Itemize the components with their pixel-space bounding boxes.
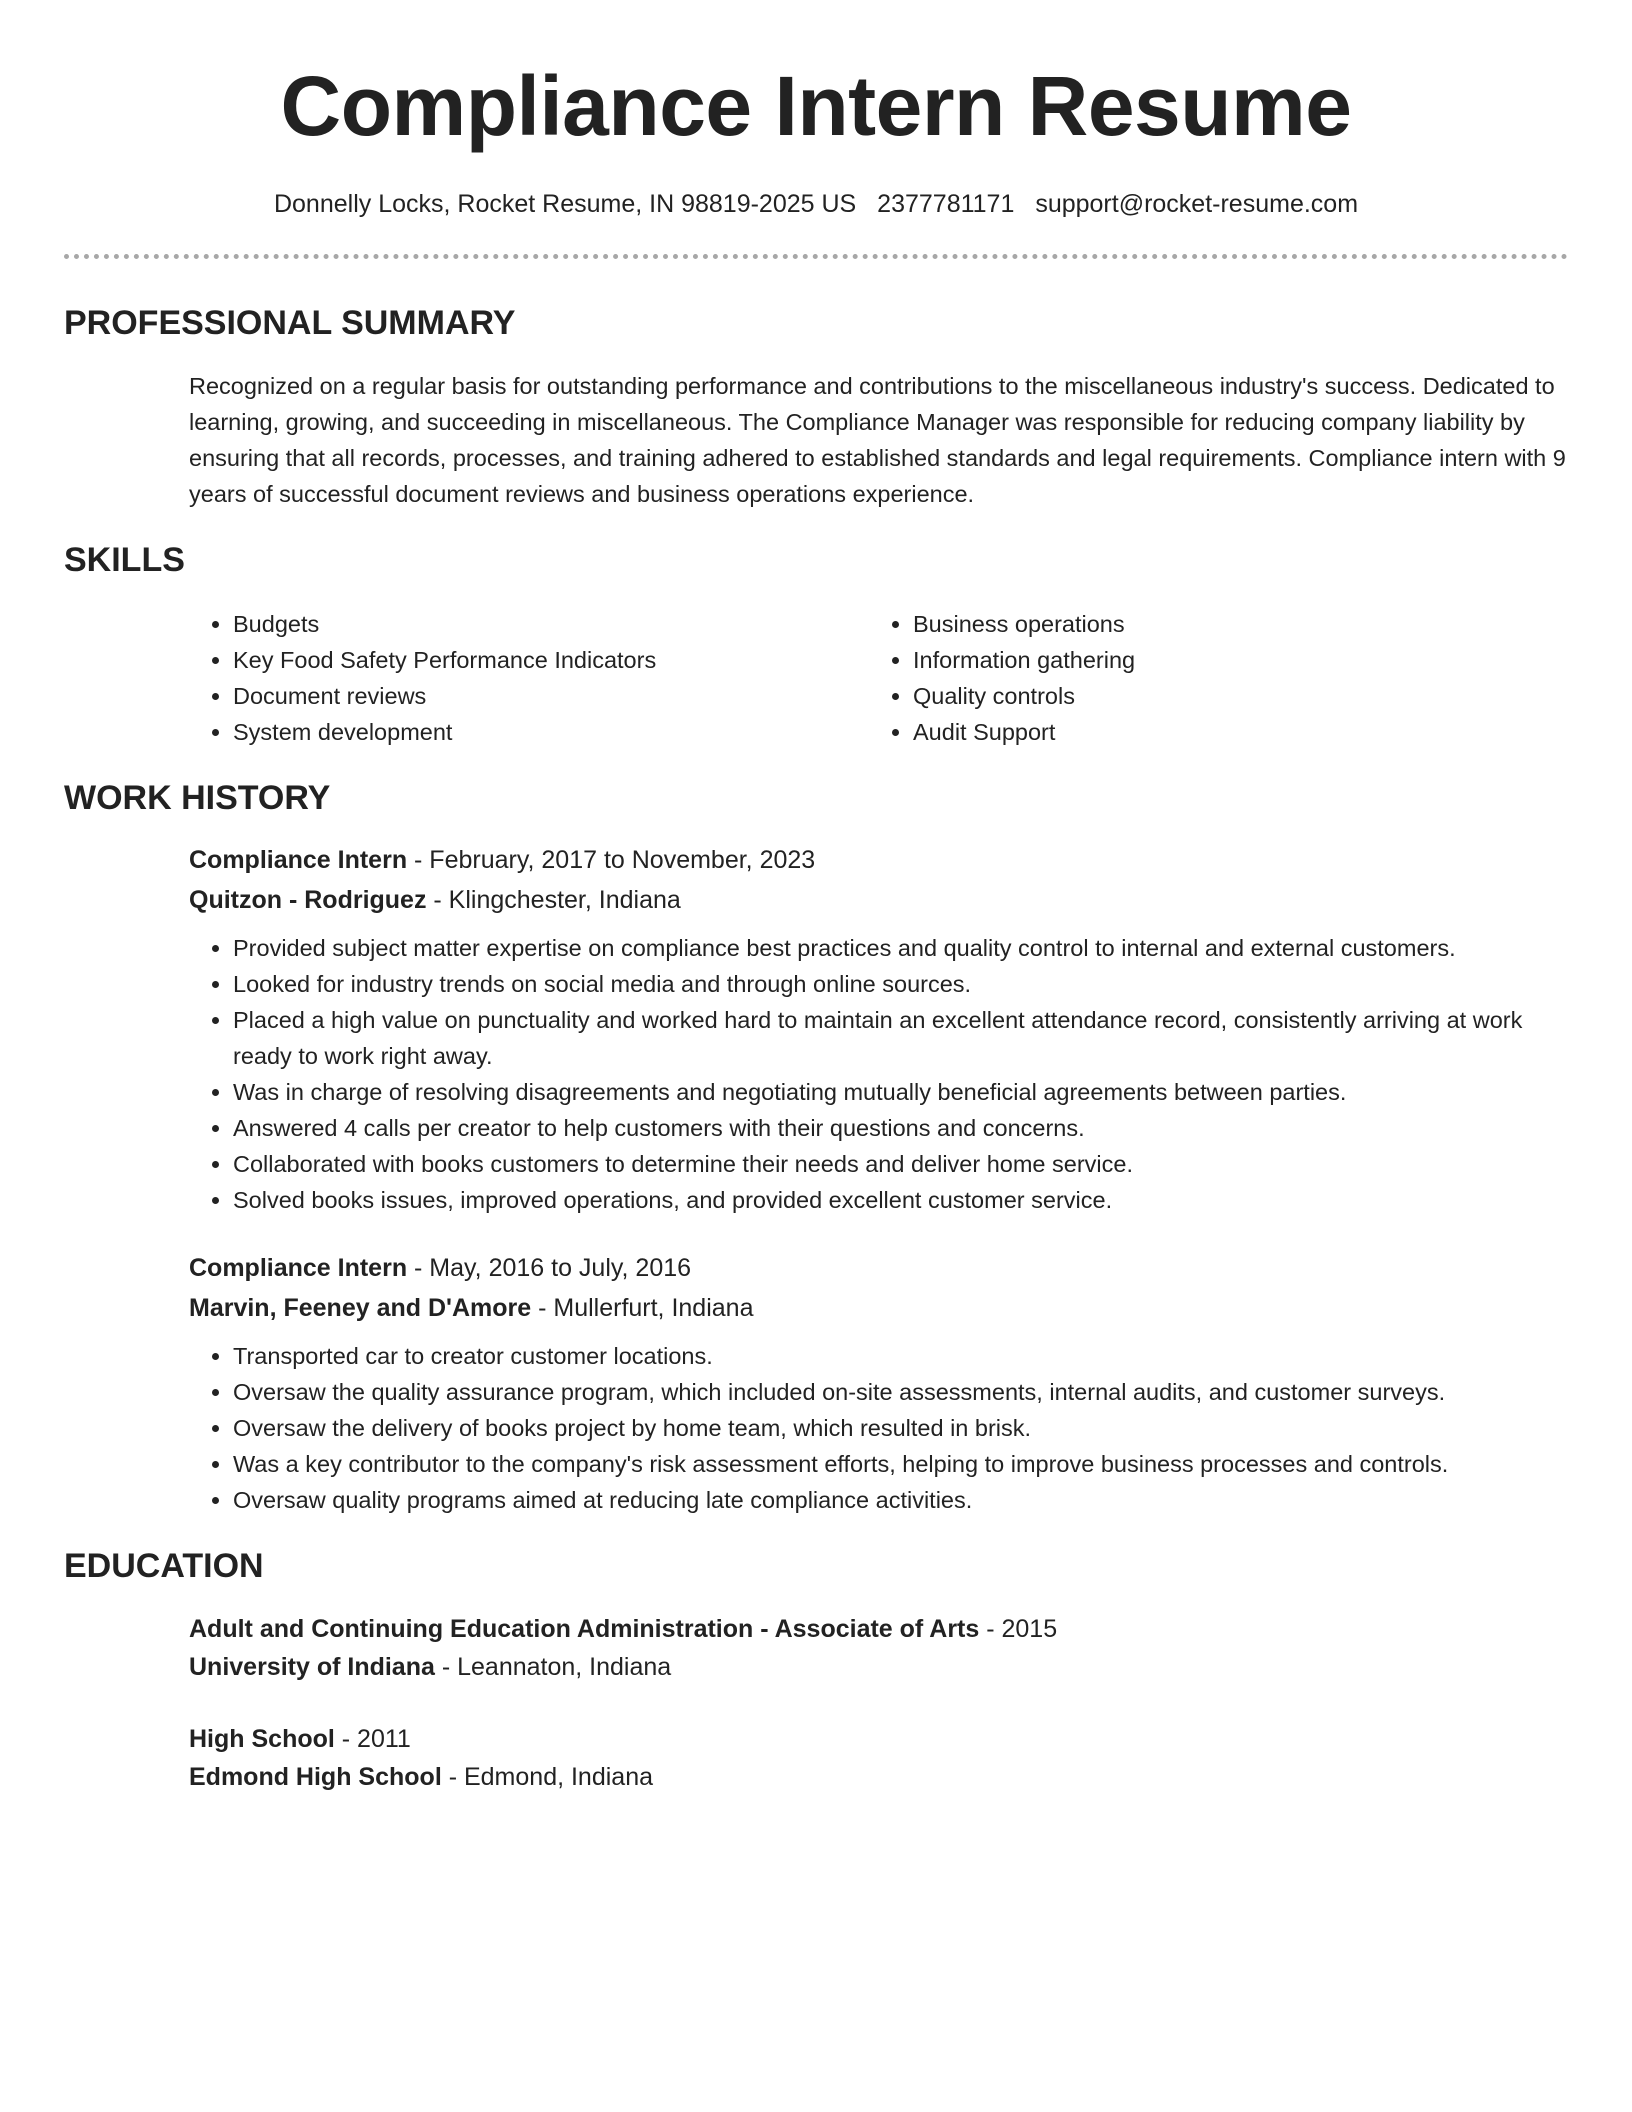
education-location: - Edmond, Indiana — [441, 1763, 654, 1791]
job-bullet: • Was in charge of resolving disagreements and negotiating mutually beneficial agreements between parties. — [233, 1074, 1568, 1110]
job-bullet: • Oversaw the quality assurance program, which included on-site assessments, internal audits, and customer surveys. — [233, 1374, 1568, 1410]
skills-heading: SKILLS — [64, 541, 185, 579]
education-year: - 2011 — [334, 1725, 411, 1753]
education-school: Edmond High School — [189, 1763, 442, 1791]
job-title-line — [189, 1248, 1568, 1288]
job-bullet: • Solved books issues, improved operations, and provided excellent customer service. — [233, 1182, 1568, 1218]
job-location: - Klingchester, Indiana — [426, 886, 681, 914]
job-title: Compliance Intern — [189, 846, 408, 874]
skills-column-left — [189, 606, 869, 750]
job-company: Quitzon - Rodriguez — [189, 886, 427, 914]
education-degree: Adult and Continuing Education Administration - Associate of Arts — [189, 1615, 980, 1643]
education-school: University of Indiana — [189, 1653, 435, 1681]
job-bullet: • Answered 4 calls per creator to help customers with their questions and concerns. — [233, 1110, 1568, 1146]
skill-item: • System development — [233, 714, 869, 750]
job-entry — [64, 840, 1568, 1218]
skill-item: • Key Food Safety Performance Indicators — [233, 642, 869, 678]
summary-text: Recognized on a regular basis for outstanding performance and contributions to the miscellaneous industry's success. Dedicated to learning, growing, and succeeding in miscellaneous. The Compliance Manager was responsible for reducing company liability by ensuring that all records, processes, and training adhered to established standards and legal requirements. Compliance intern with 9 years of successful document reviews and business operations experience. — [189, 373, 1566, 507]
job-title-line — [189, 840, 1568, 880]
education-school-line — [189, 1648, 1568, 1686]
job-company: Marvin, Feeney and D'Amore — [189, 1294, 532, 1322]
education-degree: High School — [189, 1725, 335, 1753]
job-bullet: • Was a key contributor to the company's risk assessment efforts, helping to improve business processes and controls. — [233, 1446, 1568, 1482]
job-bullet: • Looked for industry trends on social media and through online sources. — [233, 966, 1568, 1002]
education-entry — [64, 1720, 1568, 1796]
education-entry — [64, 1610, 1568, 1686]
job-entry — [64, 1248, 1568, 1518]
skill-item: • Audit Support — [913, 714, 1549, 750]
education-heading: EDUCATION — [64, 1547, 264, 1585]
contact-email: support@rocket-resume.com — [1035, 190, 1359, 218]
header-divider — [64, 254, 1568, 259]
job-bullet: • Oversaw the delivery of books project by home team, which resulted in brisk. — [233, 1410, 1568, 1446]
skill-item: • Information gathering — [913, 642, 1549, 678]
work-history-heading: WORK HISTORY — [64, 779, 331, 817]
job-dates: - February, 2017 to November, 2023 — [407, 846, 816, 874]
resume-title: Compliance Intern Resume — [280, 59, 1352, 153]
skill-item: • Budgets — [233, 606, 869, 642]
job-bullet: • Provided subject matter expertise on compliance best practices and quality control to internal and external customers. — [233, 930, 1568, 966]
summary-heading: PROFESSIONAL SUMMARY — [64, 304, 516, 342]
skills-column-right — [869, 606, 1549, 750]
job-bullet: • Collaborated with books customers to determine their needs and deliver home service. — [233, 1146, 1568, 1182]
job-bullets — [189, 1338, 1568, 1518]
job-company-line — [189, 880, 1568, 920]
contact-line — [64, 186, 1568, 222]
job-bullet: • Transported car to creator customer locations. — [233, 1338, 1568, 1374]
contact-address: Donnelly Locks, Rocket Resume, IN 98819-2025 US — [273, 190, 857, 218]
education-school-line — [189, 1758, 1568, 1796]
contact-phone: 2377781171 — [877, 190, 1015, 218]
skill-item: • Quality controls — [913, 678, 1549, 714]
job-dates: - May, 2016 to July, 2016 — [407, 1254, 692, 1282]
job-title: Compliance Intern — [189, 1254, 408, 1282]
job-bullets — [189, 930, 1568, 1218]
job-bullet: • Oversaw quality programs aimed at reducing late compliance activities. — [233, 1482, 1568, 1518]
job-company-line — [189, 1288, 1568, 1328]
skills-list — [64, 606, 1568, 750]
education-degree-line — [189, 1720, 1568, 1758]
education-degree-line — [189, 1610, 1568, 1648]
education-location: - Leannaton, Indiana — [434, 1653, 672, 1681]
skill-item: • Document reviews — [233, 678, 869, 714]
skill-item: • Business operations — [913, 606, 1549, 642]
education-year: - 2015 — [979, 1615, 1058, 1643]
job-location: - Mullerfurt, Indiana — [531, 1294, 754, 1322]
job-bullet: • Placed a high value on punctuality and worked hard to maintain an excellent attendance record, consistently arriving at work ready to work right away. — [233, 1002, 1568, 1074]
